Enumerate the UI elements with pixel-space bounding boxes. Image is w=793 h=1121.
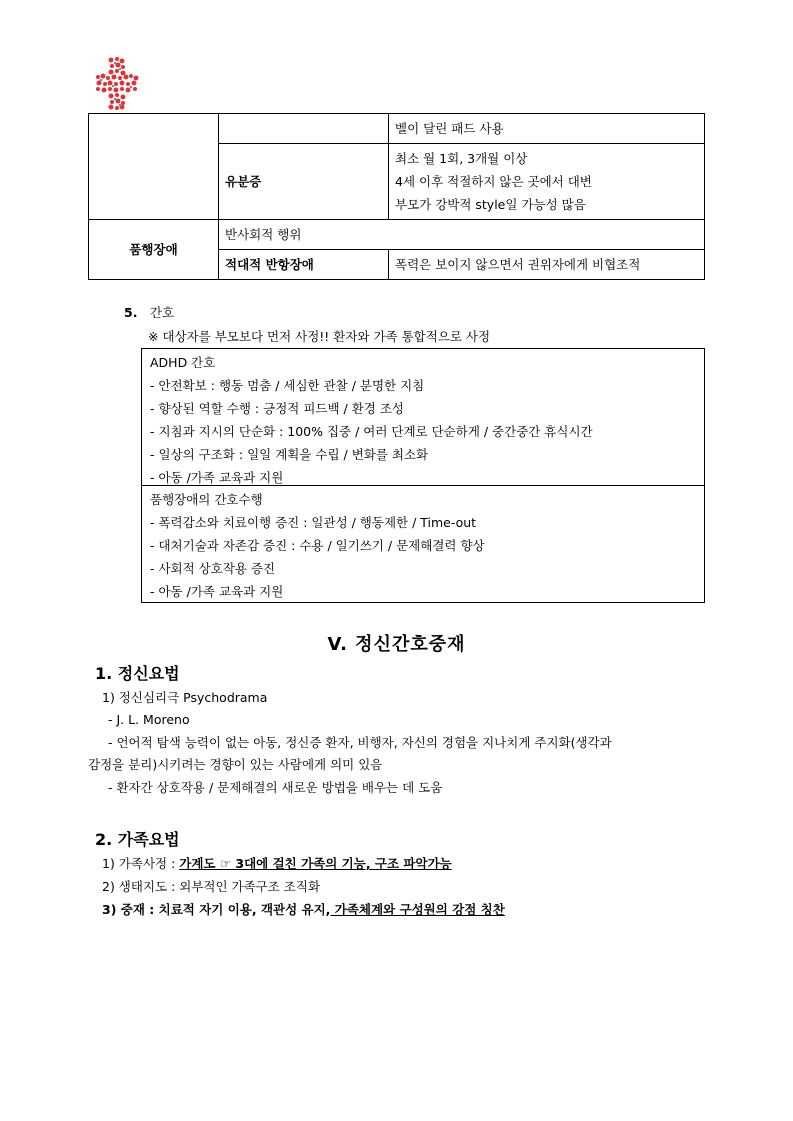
paragraph-line: 감정을 분리)시키려는 경향이 있는 사람에게 의미 있음 [88, 757, 383, 772]
table-cell [89, 114, 219, 220]
table-cell [389, 144, 705, 220]
list-item: - 폭력감소와 치료이행 증진 : 일관성 / 행동제한 / Time-out [150, 515, 477, 530]
table-line: 4세 이후 적절하지 않은 곳에서 대변 [395, 174, 592, 189]
table-cell: 적대적 반항장애 [219, 250, 389, 280]
paragraph-line [102, 899, 505, 921]
note-text: ※ 대상자를 부모보다 먼저 사정!! 환자와 가족 통합적으로 사정 [148, 329, 491, 344]
table-cell: 폭력은 보이지 않으면서 권위자에게 비협조적 [389, 250, 705, 280]
underlined-text: 가족체계와 구성원의 강점 칭찬 [330, 902, 505, 917]
list-item: - 일상의 구조화 : 일일 계획을 수립 / 변화를 최소화 [150, 447, 429, 462]
table-line: 부모가 강박적 style일 가능성 많음 [395, 197, 586, 212]
paragraph-line: 2) 생태지도 : 외부적인 가족구조 조직화 [102, 879, 321, 894]
paragraph-line: - 언어적 탐색 능력이 없는 아동, 정신증 환자, 비행자, 자신의 경험을 지나치게 주지화(생각과 [108, 735, 612, 750]
adhd-nursing-box [141, 348, 705, 486]
section-heading [124, 303, 174, 321]
paragraph-line [102, 853, 452, 875]
list-item: - 아동 /가족 교육과 지원 [150, 470, 284, 485]
conduct-nursing-box [141, 486, 705, 603]
table-cell: 유분증 [219, 144, 389, 220]
underlined-text: 가계도 ☞ 3대에 걸친 가족의 기능, 구조 파악가능 [179, 856, 452, 871]
line-label: 3) 중재 : 치료적 자기 이용, 객관성 유지, [102, 902, 331, 917]
list-item: ADHD 간호 [150, 355, 216, 370]
list-item: 품행장애의 간호수행 [150, 492, 263, 507]
list-item: - 대처기술과 자존감 증진 : 수용 / 일기쓰기 / 문제해결력 향상 [150, 538, 485, 553]
section-title: 1. 정신요법 [95, 664, 180, 683]
section-title: 간호 [150, 305, 175, 320]
red-cross-logo [94, 55, 140, 111]
list-item: - 아동 /가족 교육과 지원 [150, 584, 284, 599]
table-cell: 벨이 달린 패드 사용 [389, 114, 705, 144]
table-cell: 품행장애 [89, 220, 219, 280]
section-title: 2. 가족요법 [95, 830, 180, 849]
line-label: 1) 가족사정 : [102, 856, 180, 871]
paragraph-line: - 환자간 상호작용 / 문제해결의 새로운 방법을 배우는 데 도움 [108, 780, 443, 795]
list-item: - 안전확보 : 행동 멈춤 / 세심한 관찰 / 분명한 지침 [150, 378, 425, 393]
table-row [89, 220, 705, 250]
chapter-title: V. 정신간호중재 [327, 634, 466, 655]
table-cell: 반사회적 행위 [219, 220, 705, 250]
table-line: 최소 월 1회, 3개월 이상 [395, 151, 528, 166]
table-cell [219, 114, 389, 144]
list-item: - 사회적 상호작용 증진 [150, 561, 276, 576]
list-item: - 향상된 역할 수행 : 긍정적 피드백 / 환경 조성 [150, 401, 404, 416]
section-number: 5. [124, 305, 138, 320]
disorder-table [88, 113, 705, 280]
paragraph-line: 1) 정신심리극 Psychodrama [102, 690, 268, 705]
list-item: - 지침과 지시의 단순화 : 100% 집중 / 여러 단계로 단순하게 / 중간중간 휴식시간 [150, 424, 593, 439]
table-row [89, 114, 705, 144]
paragraph-line: - J. L. Moreno [108, 712, 190, 727]
